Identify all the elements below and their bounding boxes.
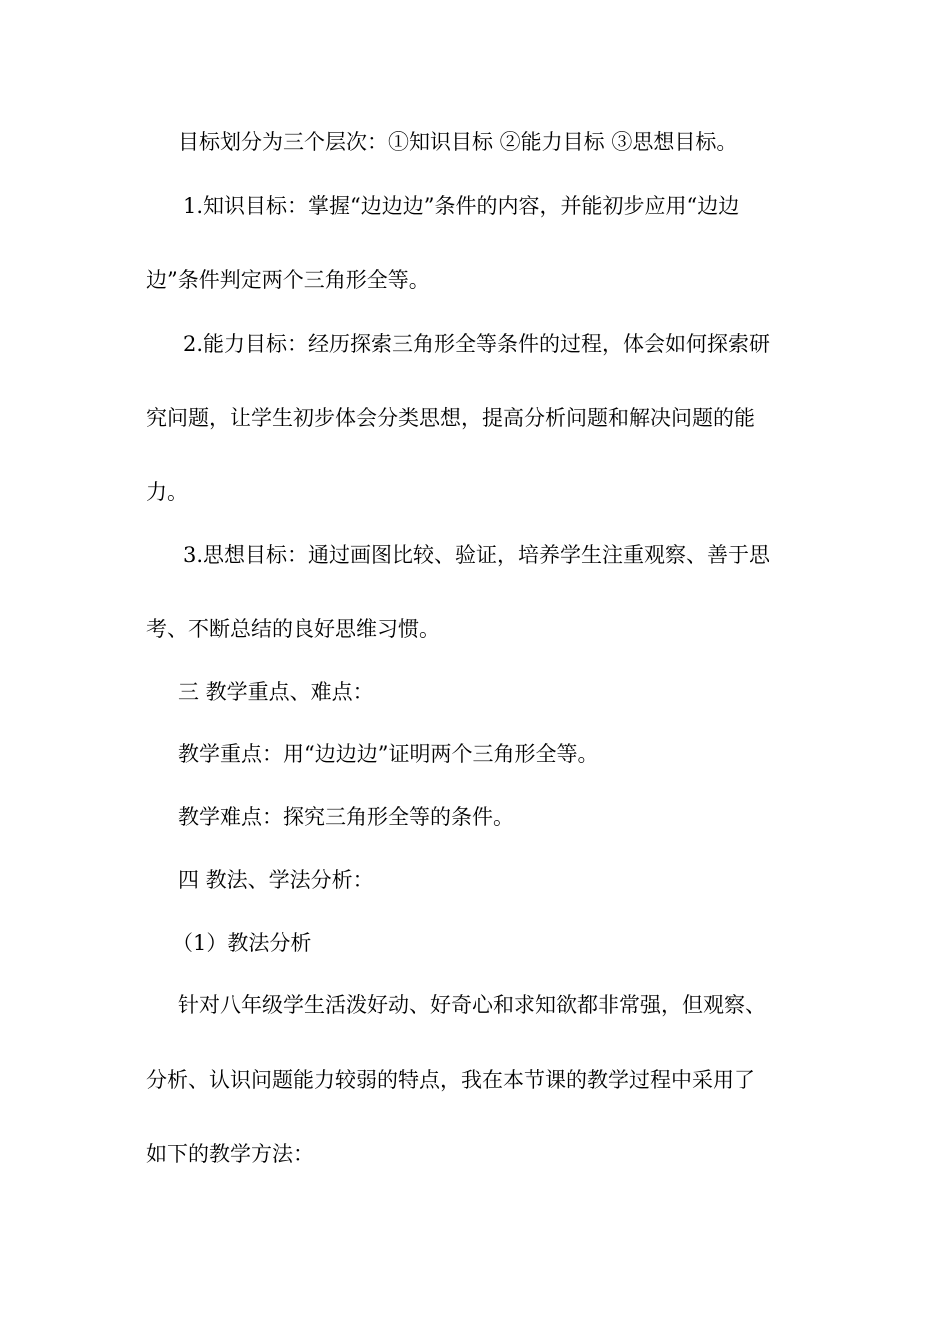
text-line: 2.能力目标：经历探索三角形全等条件的过程，体会如何探索研 xyxy=(183,332,771,356)
section-heading: 三 教学重点、难点： xyxy=(178,680,374,704)
text-line: 1.知识目标：掌握“边边边”条件的内容，并能初步应用“边边 xyxy=(183,194,740,218)
text-line: 目标划分为三个层次：①知识目标 ②能力目标 ③思想目标。 xyxy=(178,130,738,154)
text-line: 究问题，让学生初步体会分类思想，提高分析问题和解决问题的能 xyxy=(146,406,755,430)
text-line: 教学重点：用“边边边”证明两个三角形全等。 xyxy=(178,742,599,766)
text-line: 针对八年级学生活泼好动、好奇心和求知欲都非常强，但观察、 xyxy=(178,993,766,1017)
subsection-heading: （1）教法分析 xyxy=(172,931,312,955)
text-line: 考、不断总结的良好思维习惯。 xyxy=(146,617,440,641)
text-line: 如下的教学方法： xyxy=(146,1142,314,1166)
text-line: 3.思想目标：通过画图比较、验证，培养学生注重观察、善于思 xyxy=(183,543,771,567)
text-line: 教学难点：探究三角形全等的条件。 xyxy=(178,805,514,829)
text-line: 分析、认识问题能力较弱的特点，我在本节课的教学过程中采用了 xyxy=(146,1068,755,1092)
text-line: 边”条件判定两个三角形全等。 xyxy=(146,268,430,292)
text-line: 力。 xyxy=(146,480,188,504)
section-heading: 四 教法、学法分析： xyxy=(178,868,374,892)
